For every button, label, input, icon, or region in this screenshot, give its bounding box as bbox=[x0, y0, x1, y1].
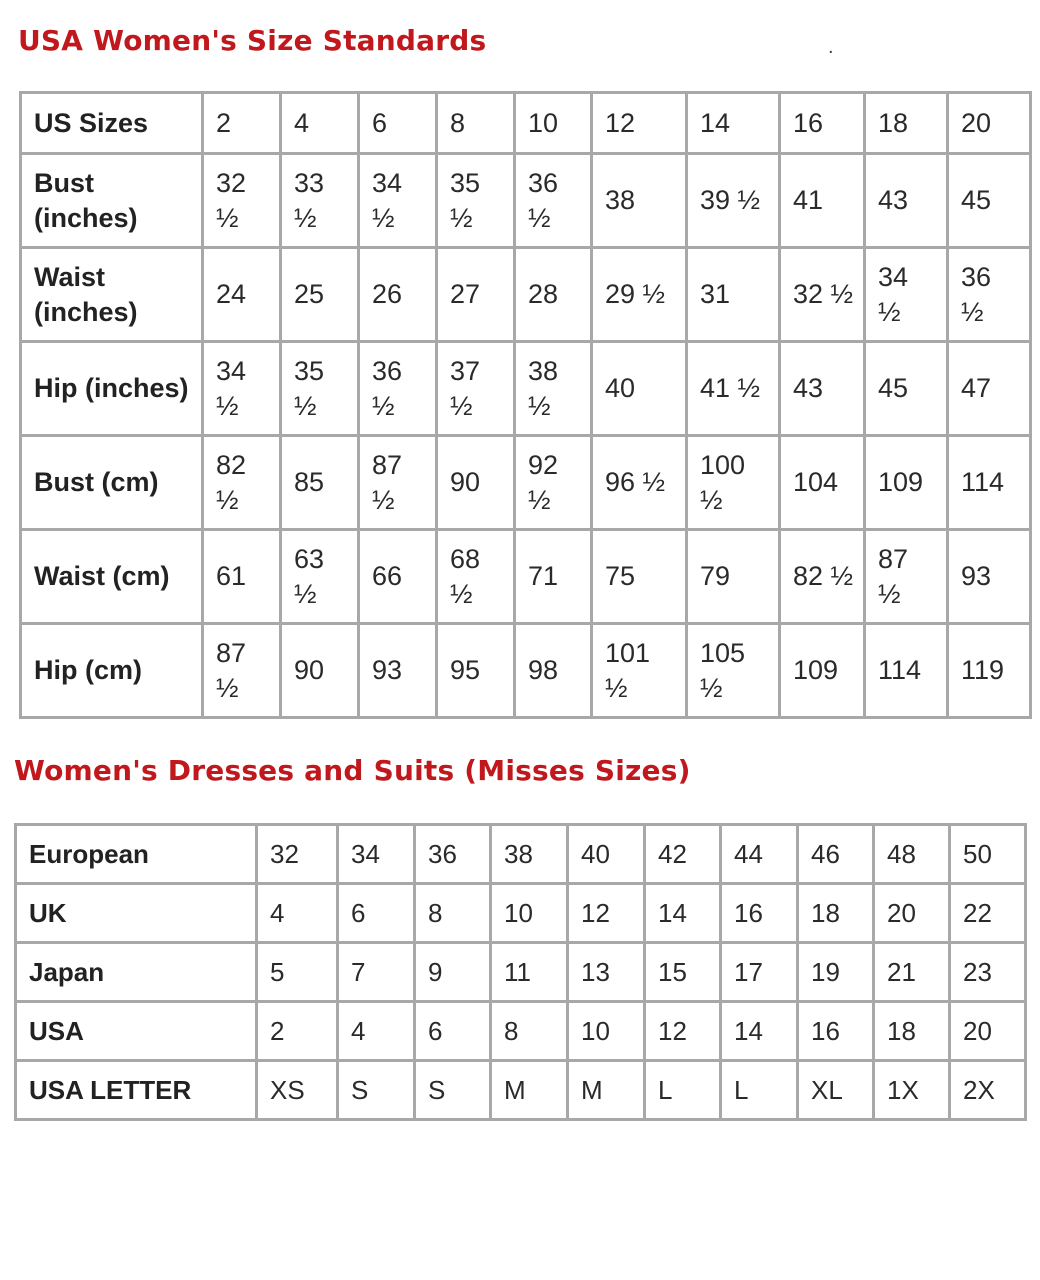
table-cell: 63 ½ bbox=[281, 530, 359, 624]
table-cell: 20 bbox=[948, 93, 1031, 154]
table-cell: 8 bbox=[415, 884, 491, 943]
table-cell: 7 bbox=[338, 943, 415, 1002]
table-cell: 31 bbox=[687, 248, 780, 342]
table-cell: 92 ½ bbox=[515, 436, 592, 530]
table-cell: M bbox=[491, 1061, 568, 1120]
table-cell: 82 ½ bbox=[203, 436, 281, 530]
row-label: European bbox=[16, 825, 257, 884]
table-cell: M bbox=[568, 1061, 645, 1120]
table-cell: 41 bbox=[780, 154, 865, 248]
table-cell: 25 bbox=[281, 248, 359, 342]
table-cell: 44 bbox=[721, 825, 798, 884]
table-cell: 6 bbox=[338, 884, 415, 943]
table-cell: 105 ½ bbox=[687, 624, 780, 718]
table-row-hip-cm bbox=[21, 624, 1031, 718]
table-cell: S bbox=[338, 1061, 415, 1120]
table-cell: 109 bbox=[865, 436, 948, 530]
table-cell: 11 bbox=[491, 943, 568, 1002]
table-cell: 61 bbox=[203, 530, 281, 624]
table-cell: 28 bbox=[515, 248, 592, 342]
table-cell: 100 ½ bbox=[687, 436, 780, 530]
table-cell: 5 bbox=[257, 943, 338, 1002]
table-row-waist-cm bbox=[21, 530, 1031, 624]
table-cell: 114 bbox=[948, 436, 1031, 530]
table-row-usa bbox=[16, 1002, 1026, 1061]
table-cell: 18 bbox=[865, 93, 948, 154]
table-cell: 18 bbox=[874, 1002, 950, 1061]
table-cell: 90 bbox=[437, 436, 515, 530]
us-size-standards-table bbox=[19, 91, 1032, 719]
table-cell: 42 bbox=[645, 825, 721, 884]
table-cell: 14 bbox=[721, 1002, 798, 1061]
table-cell: 36 ½ bbox=[515, 154, 592, 248]
row-label: Bust (cm) bbox=[21, 436, 203, 530]
table-cell: 32 ½ bbox=[203, 154, 281, 248]
table-cell: 36 ½ bbox=[359, 342, 437, 436]
table-cell: L bbox=[721, 1061, 798, 1120]
table-cell: 23 bbox=[950, 943, 1026, 1002]
table-cell: 46 bbox=[798, 825, 874, 884]
table-cell: 96 ½ bbox=[592, 436, 687, 530]
table-cell: 22 bbox=[950, 884, 1026, 943]
table-cell: 34 bbox=[338, 825, 415, 884]
row-label: Japan bbox=[16, 943, 257, 1002]
table-cell: 82 ½ bbox=[780, 530, 865, 624]
misses-sizes-title: Women's Dresses and Suits (Misses Sizes) bbox=[14, 754, 691, 787]
table-cell: 79 bbox=[687, 530, 780, 624]
table-cell: 4 bbox=[338, 1002, 415, 1061]
table-cell: 12 bbox=[645, 1002, 721, 1061]
table-cell: 1X bbox=[874, 1061, 950, 1120]
row-label: Hip (inches) bbox=[21, 342, 203, 436]
table-cell: 45 bbox=[948, 154, 1031, 248]
table-cell: 68 ½ bbox=[437, 530, 515, 624]
row-label: UK bbox=[16, 884, 257, 943]
table-cell: 38 ½ bbox=[515, 342, 592, 436]
table-cell: 41 ½ bbox=[687, 342, 780, 436]
table-cell: 34 ½ bbox=[865, 248, 948, 342]
table-cell: 40 bbox=[592, 342, 687, 436]
table-cell: 87 ½ bbox=[865, 530, 948, 624]
table-cell: 119 bbox=[948, 624, 1031, 718]
table-cell: 71 bbox=[515, 530, 592, 624]
table-cell: 35 ½ bbox=[437, 154, 515, 248]
table-cell: 16 bbox=[780, 93, 865, 154]
table-cell: 2 bbox=[203, 93, 281, 154]
table-cell: XS bbox=[257, 1061, 338, 1120]
table-row-uk bbox=[16, 884, 1026, 943]
table-cell: 4 bbox=[257, 884, 338, 943]
row-label: US Sizes bbox=[21, 93, 203, 154]
table-cell: 95 bbox=[437, 624, 515, 718]
table-cell: 109 bbox=[780, 624, 865, 718]
table-cell: 34 ½ bbox=[203, 342, 281, 436]
stray-mark: . bbox=[828, 36, 834, 58]
table-cell: 4 bbox=[281, 93, 359, 154]
table-cell: 98 bbox=[515, 624, 592, 718]
row-label: Waist (cm) bbox=[21, 530, 203, 624]
table-cell: 38 bbox=[592, 154, 687, 248]
table-cell: 87 ½ bbox=[203, 624, 281, 718]
row-label: Waist (inches) bbox=[21, 248, 203, 342]
table-cell: 20 bbox=[874, 884, 950, 943]
table-cell: 17 bbox=[721, 943, 798, 1002]
table-row-usa-letter bbox=[16, 1061, 1026, 1120]
row-label: USA bbox=[16, 1002, 257, 1061]
table-cell: 90 bbox=[281, 624, 359, 718]
table-cell: 12 bbox=[568, 884, 645, 943]
misses-size-conversion-table bbox=[14, 823, 1027, 1121]
table-cell: 114 bbox=[865, 624, 948, 718]
table-row-hip-inches bbox=[21, 342, 1031, 436]
table-cell: 75 bbox=[592, 530, 687, 624]
table-cell: 14 bbox=[687, 93, 780, 154]
table-header-row bbox=[21, 93, 1031, 154]
table-row-bust-inches bbox=[21, 154, 1031, 248]
table-cell: 43 bbox=[865, 154, 948, 248]
size-standards-title: USA Women's Size Standards bbox=[18, 24, 487, 57]
table-cell: 8 bbox=[491, 1002, 568, 1061]
table-cell: 12 bbox=[592, 93, 687, 154]
table-cell: 93 bbox=[948, 530, 1031, 624]
row-label: USA LETTER bbox=[16, 1061, 257, 1120]
table-cell: 29 ½ bbox=[592, 248, 687, 342]
table-cell: 20 bbox=[950, 1002, 1026, 1061]
table-cell: 66 bbox=[359, 530, 437, 624]
table-cell: 18 bbox=[798, 884, 874, 943]
table-cell: S bbox=[415, 1061, 491, 1120]
table-cell: 2 bbox=[257, 1002, 338, 1061]
table-cell: 34 ½ bbox=[359, 154, 437, 248]
table-cell: 48 bbox=[874, 825, 950, 884]
table-cell: 15 bbox=[645, 943, 721, 1002]
table-cell: 10 bbox=[491, 884, 568, 943]
table-cell: 101 ½ bbox=[592, 624, 687, 718]
table-cell: 24 bbox=[203, 248, 281, 342]
table-cell: 47 bbox=[948, 342, 1031, 436]
table-cell: 13 bbox=[568, 943, 645, 1002]
table-cell: 38 bbox=[491, 825, 568, 884]
table-cell: 36 ½ bbox=[948, 248, 1031, 342]
table-row-european bbox=[16, 825, 1026, 884]
table-cell: 10 bbox=[568, 1002, 645, 1061]
table-cell: 16 bbox=[798, 1002, 874, 1061]
table-cell: 9 bbox=[415, 943, 491, 1002]
table-cell: 6 bbox=[359, 93, 437, 154]
table-cell: 104 bbox=[780, 436, 865, 530]
table-cell: 45 bbox=[865, 342, 948, 436]
table-cell: 43 bbox=[780, 342, 865, 436]
row-label: Hip (cm) bbox=[21, 624, 203, 718]
table-cell: 21 bbox=[874, 943, 950, 1002]
table-cell: L bbox=[645, 1061, 721, 1120]
table-cell: 14 bbox=[645, 884, 721, 943]
table-cell: 87 ½ bbox=[359, 436, 437, 530]
table-cell: 26 bbox=[359, 248, 437, 342]
table-row-japan bbox=[16, 943, 1026, 1002]
table-cell: 32 bbox=[257, 825, 338, 884]
row-label: Bust (inches) bbox=[21, 154, 203, 248]
table-cell: 36 bbox=[415, 825, 491, 884]
table-cell: 40 bbox=[568, 825, 645, 884]
table-row-bust-cm bbox=[21, 436, 1031, 530]
table-cell: 93 bbox=[359, 624, 437, 718]
table-row-waist-inches bbox=[21, 248, 1031, 342]
table-cell: 2X bbox=[950, 1061, 1026, 1120]
table-cell: 32 ½ bbox=[780, 248, 865, 342]
table-cell: 85 bbox=[281, 436, 359, 530]
table-cell: 6 bbox=[415, 1002, 491, 1061]
table-cell: 33 ½ bbox=[281, 154, 359, 248]
table-cell: 50 bbox=[950, 825, 1026, 884]
table-cell: 19 bbox=[798, 943, 874, 1002]
table-cell: 27 bbox=[437, 248, 515, 342]
table-cell: 37 ½ bbox=[437, 342, 515, 436]
table-cell: 35 ½ bbox=[281, 342, 359, 436]
table-cell: 39 ½ bbox=[687, 154, 780, 248]
table-cell: XL bbox=[798, 1061, 874, 1120]
table-cell: 10 bbox=[515, 93, 592, 154]
table-cell: 8 bbox=[437, 93, 515, 154]
table-cell: 16 bbox=[721, 884, 798, 943]
